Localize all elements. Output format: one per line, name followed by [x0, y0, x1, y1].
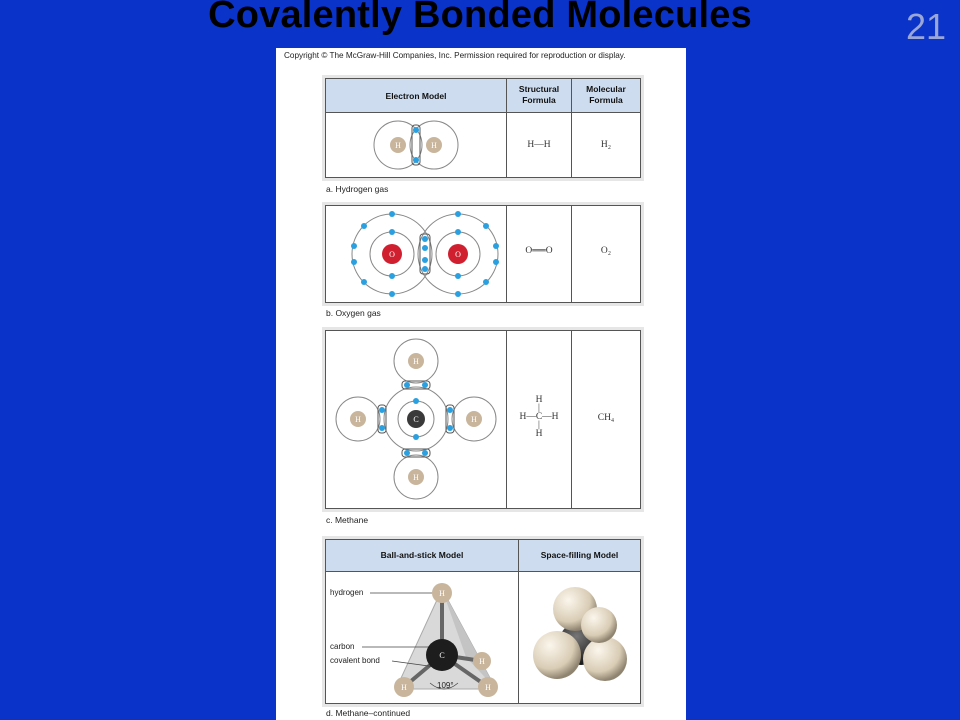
atom-symbol: O [455, 250, 461, 259]
structural-formula-o2: O══O [525, 246, 553, 256]
label-hydrogen: hydrogen [330, 588, 364, 597]
caption-methane: c. Methane [326, 515, 369, 525]
atom-symbol: H [485, 683, 491, 692]
slide-title: Covalently Bonded Molecules [208, 0, 752, 36]
caption-oxygen: b. Oxygen gas [326, 308, 381, 318]
label-covalent-bond: covalent bond [330, 656, 380, 665]
panel-hydrogen [325, 78, 641, 178]
methane-struct-bottom: H [535, 429, 543, 439]
caption-methane-continued: d. Methane–continued [326, 708, 411, 718]
atom-symbol: H [395, 141, 401, 150]
atom-symbol: C [413, 415, 419, 424]
label-carbon: carbon [330, 642, 355, 651]
panel-methane-models [325, 539, 641, 704]
header-space-filling: Space-filling Model [540, 550, 619, 560]
header-electron-model: Electron Model [385, 91, 447, 101]
methane-structural-formula: H | H—C—H | H [507, 395, 571, 439]
space-filling-model [519, 571, 640, 703]
atom-symbol: H [355, 415, 361, 424]
header-molecular-formula: Molecular Formula [586, 84, 626, 105]
hydrogen-electron-model [326, 113, 506, 177]
panel-methane [325, 330, 641, 509]
methane-struct-middle: H—C—H [519, 412, 559, 422]
structural-formula-h2: H—H [527, 140, 551, 150]
oxygen-electron-model [326, 206, 506, 302]
atom-symbol: H [401, 683, 407, 692]
molecular-formula-h2: H₂ [600, 140, 612, 150]
slide-number: 21 [905, 6, 946, 47]
methane-electron-model [326, 331, 506, 508]
atom-symbol: H [431, 141, 437, 150]
figure-image [276, 48, 686, 720]
atom-symbol: O [389, 250, 395, 259]
header-structural-formula: Structural Formula [518, 84, 560, 105]
atom-symbol: H [479, 657, 485, 666]
methane-struct-top: H [535, 395, 543, 405]
header-ball-and-stick: Ball-and-stick Model [380, 550, 464, 560]
label-angle: 109° [437, 681, 454, 690]
molecular-formula-o2: O₂ [600, 246, 612, 256]
atom-symbol: H [413, 473, 419, 482]
caption-hydrogen: a. Hydrogen gas [326, 184, 389, 194]
atom-symbol: H [471, 415, 477, 424]
atom-symbol: H [413, 357, 419, 366]
atom-symbol: H [439, 589, 445, 598]
molecular-formula-ch4: CH₄ [597, 413, 615, 423]
panel-oxygen [325, 205, 641, 303]
copyright-notice: Copyright © The McGraw-Hill Companies, Inc. Permission required for reproduction or display. [284, 51, 626, 60]
atom-symbol: C [439, 651, 445, 660]
